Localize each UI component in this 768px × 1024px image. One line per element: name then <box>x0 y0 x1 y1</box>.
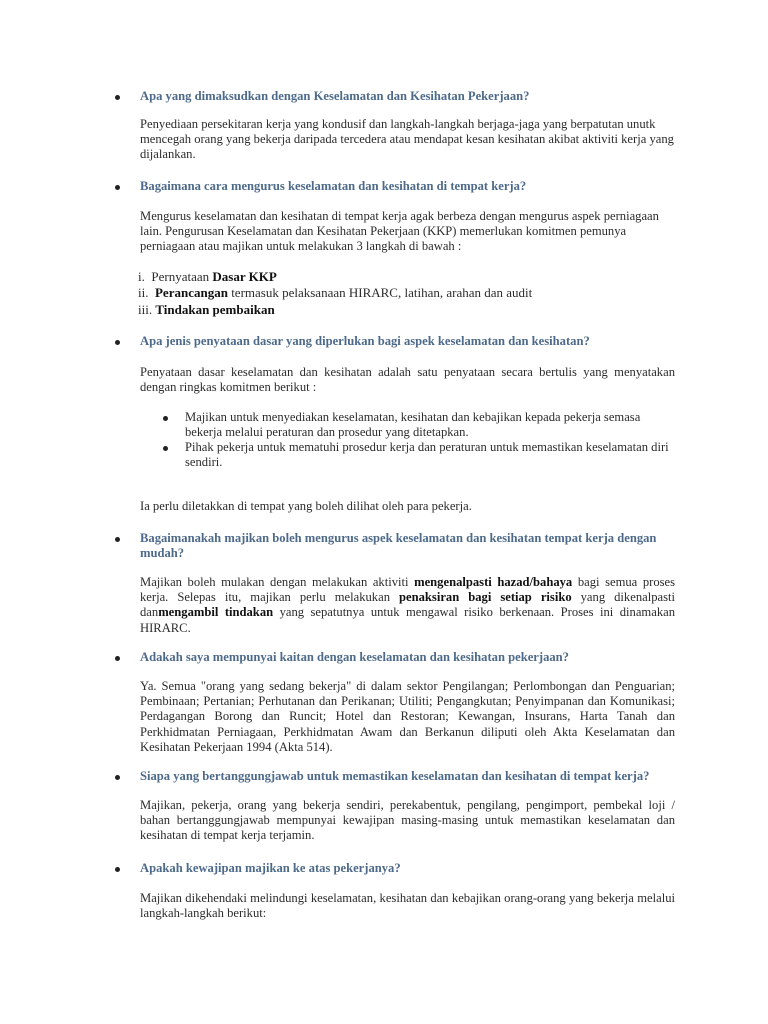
answer-paragraph: Penyediaan persekitaran kerja yang kondusif dan langkah-langkah berjaga-jaga yang berpatutan unutk mencegah orang yang bekerja daripada tercedera atau mendapat kesan kesihatan akibat aktiviti kerja yang dijalankan. <box>140 117 674 162</box>
step-item: i. Pernyataan Dasar KKP <box>138 269 277 284</box>
bullet-icon <box>115 340 120 345</box>
bullet-icon <box>163 416 168 421</box>
bullet-icon <box>115 537 120 542</box>
question-heading: Siapa yang bertanggungjawab untuk memastikan keselamatan dan kesihatan di tempat kerja? <box>140 769 650 783</box>
question-heading: Apa jenis penyataan dasar yang diperlukan bagi aspek keselamatan dan kesihatan? <box>140 334 590 348</box>
bullet-icon <box>163 446 168 451</box>
note-paragraph: Ia perlu diletakkan di tempat yang boleh dilihat oleh para pekerja. <box>140 499 472 513</box>
question-heading: Apakah kewajipan majikan ke atas pekerjanya? <box>140 861 401 875</box>
answer-paragraph: Majikan dikehendaki melindungi keselamatan, kesihatan dan kebajikan orang-orang yang bekerja melalui langkah-langkah berikut: <box>140 891 675 921</box>
steps-list <box>138 269 673 318</box>
answer-paragraph: Ya. Semua "orang yang sedang bekerja" di dalam sektor Pengilangan; Perlombongan dan Penguarian; Pembinaan; Pertanian; Perhutanan dan Perikanan; Utiliti; Pengangkutan; Penyimpanan dan Komunikasi; Perdagangan Borong dan Runcit; Hotel dan Restoran; Kewangan, Insurans, Harta Tanah dan Perkhidmatan Perniagaan, Perkhidmatan Awam dan Berkanun diliputi oleh Akta Keselamatan dan Kesihatan Pekerjaan 1994 (Akta 514). <box>140 679 675 754</box>
bullet-icon <box>115 775 120 780</box>
bullet-icon <box>115 185 120 190</box>
step-item: iii. Tindakan pembaikan <box>138 301 275 317</box>
answer-paragraph: Mengurus keselamatan dan kesihatan di tempat kerja agak berbeza dengan mengurus aspek perniagaan lain. Pengurusan Keselamatan dan Kesihatan Pekerjaan (KKP) memerlukan komitmen pemunya perniagaan atau majikan untuk melakukan 3 langkah di bawah : <box>140 209 659 254</box>
bullet-icon <box>115 656 120 661</box>
question-heading: Apa yang dimaksudkan dengan Keselamatan dan Kesihatan Pekerjaan? <box>140 89 530 103</box>
bullet-icon <box>115 95 120 100</box>
question-heading: Bagaimana cara mengurus keselamatan dan kesihatan di tempat kerja? <box>140 179 527 193</box>
answer-paragraph: Majikan, pekerja, orang yang bekerja sendiri, perekabentuk, pengilang, pengimport, pembekal loji / bahan bertanggungjawab mempunyai kewajipan masing-masing untuk memastikan keselamatan dan kesihatan di tempat kerja terjamin. <box>140 798 675 843</box>
answer-paragraph: Majikan boleh mulakan dengan melakukan aktiviti mengenalpasti hazad/bahaya bagi semua proses kerja. Selepas itu, majikan perlu melakukan penaksiran bagi setiap risiko yang dikenalpasti danmengambil tindakan yang sepatutnya untuk mengawal risiko berkenaan. Proses ini dinamakan HIRARC. <box>140 575 676 635</box>
list-item: Majikan untuk menyediakan keselamatan, kesihatan dan kebajikan kepada pekerja semasa bekerja melalui peraturan dan prosedur yang ditetapkan. <box>185 410 641 440</box>
list-item: Pihak pekerja untuk mematuhi prosedur kerja dan peraturan untuk memastikan keselamatan diri sendiri. <box>185 440 669 470</box>
question-heading: Bagaimanakah majikan boleh mengurus aspek keselamatan dan kesihatan tempat kerja dengan mudah? <box>140 531 657 561</box>
step-item: ii. Perancangan termasuk pelaksanaan HIRARC, latihan, arahan dan audit <box>138 285 533 301</box>
answer-paragraph: Penyataan dasar keselamatan dan kesihatan adalah satu penyataan secara bertulis yang menyatakan dengan ringkas komitmen berikut : <box>140 365 675 395</box>
bullet-icon <box>115 867 120 872</box>
question-heading: Adakah saya mempunyai kaitan dengan keselamatan dan kesihatan pekerjaan? <box>140 650 569 664</box>
